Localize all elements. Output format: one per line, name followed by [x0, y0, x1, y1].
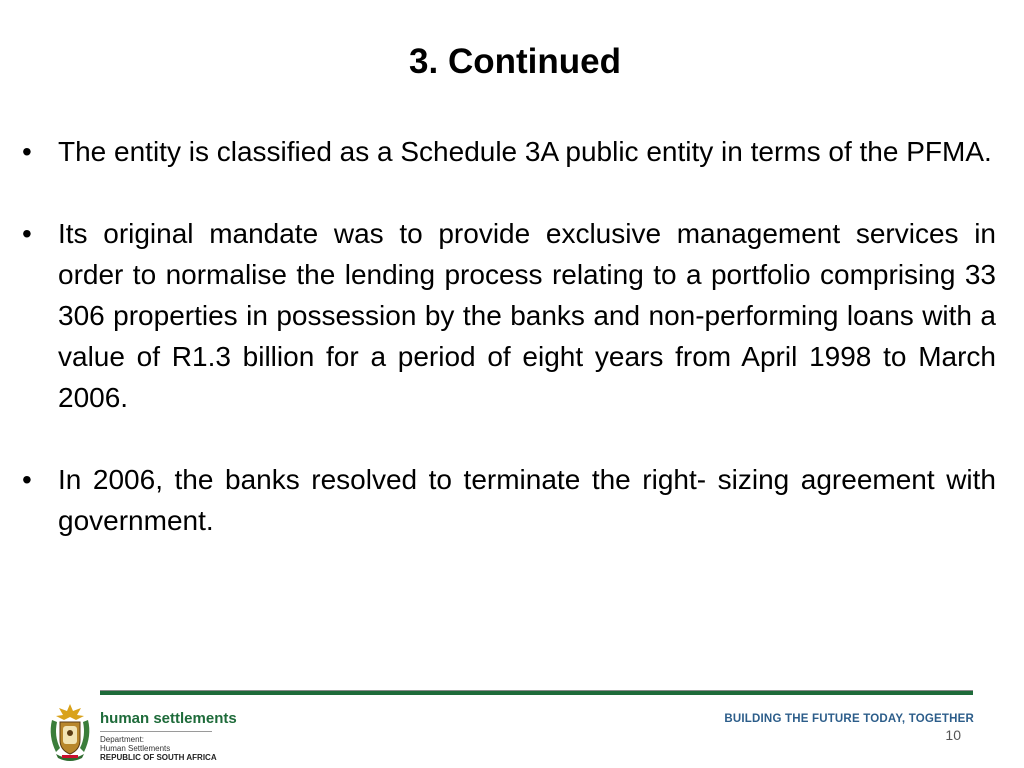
footer-tagline: BUILDING THE FUTURE TODAY, TOGETHER	[724, 713, 974, 725]
country-name: REPUBLIC OF SOUTH AFRICA	[100, 753, 217, 762]
department-brand	[100, 710, 237, 762]
bullet-text: The entity is classified as a Schedule 3A public entity in terms of the PFMA.	[58, 136, 992, 167]
brand-divider	[100, 731, 212, 732]
bullet-text: In 2006, the banks resolved to terminate the right- sizing agreement with government.	[58, 464, 996, 536]
coat-of-arms-icon	[46, 702, 94, 764]
bullet-item	[22, 459, 996, 541]
bullet-dot-icon: •	[22, 464, 32, 495]
brand-name: human settlements	[100, 710, 237, 727]
bullet-dot-icon: •	[22, 136, 32, 167]
slide-title: 3. Continued	[409, 42, 621, 81]
bullet-text: Its original mandate was to provide exclusive management services in order to normalise the lending process relating to a portfolio comprising 33 306 properties in possession by the banks and non-performing loans with a value of R1.3 billion for a period of eight years from April 1998 to March 2006.	[58, 218, 996, 413]
bullet-item	[22, 213, 996, 418]
footer-divider	[100, 690, 973, 695]
department-name: Human Settlements	[100, 744, 171, 753]
department-label: Department:	[100, 735, 145, 744]
bullet-list	[22, 131, 996, 582]
bullet-item	[22, 131, 996, 172]
bullet-dot-icon: •	[22, 218, 32, 249]
page-number: 10	[945, 727, 961, 743]
